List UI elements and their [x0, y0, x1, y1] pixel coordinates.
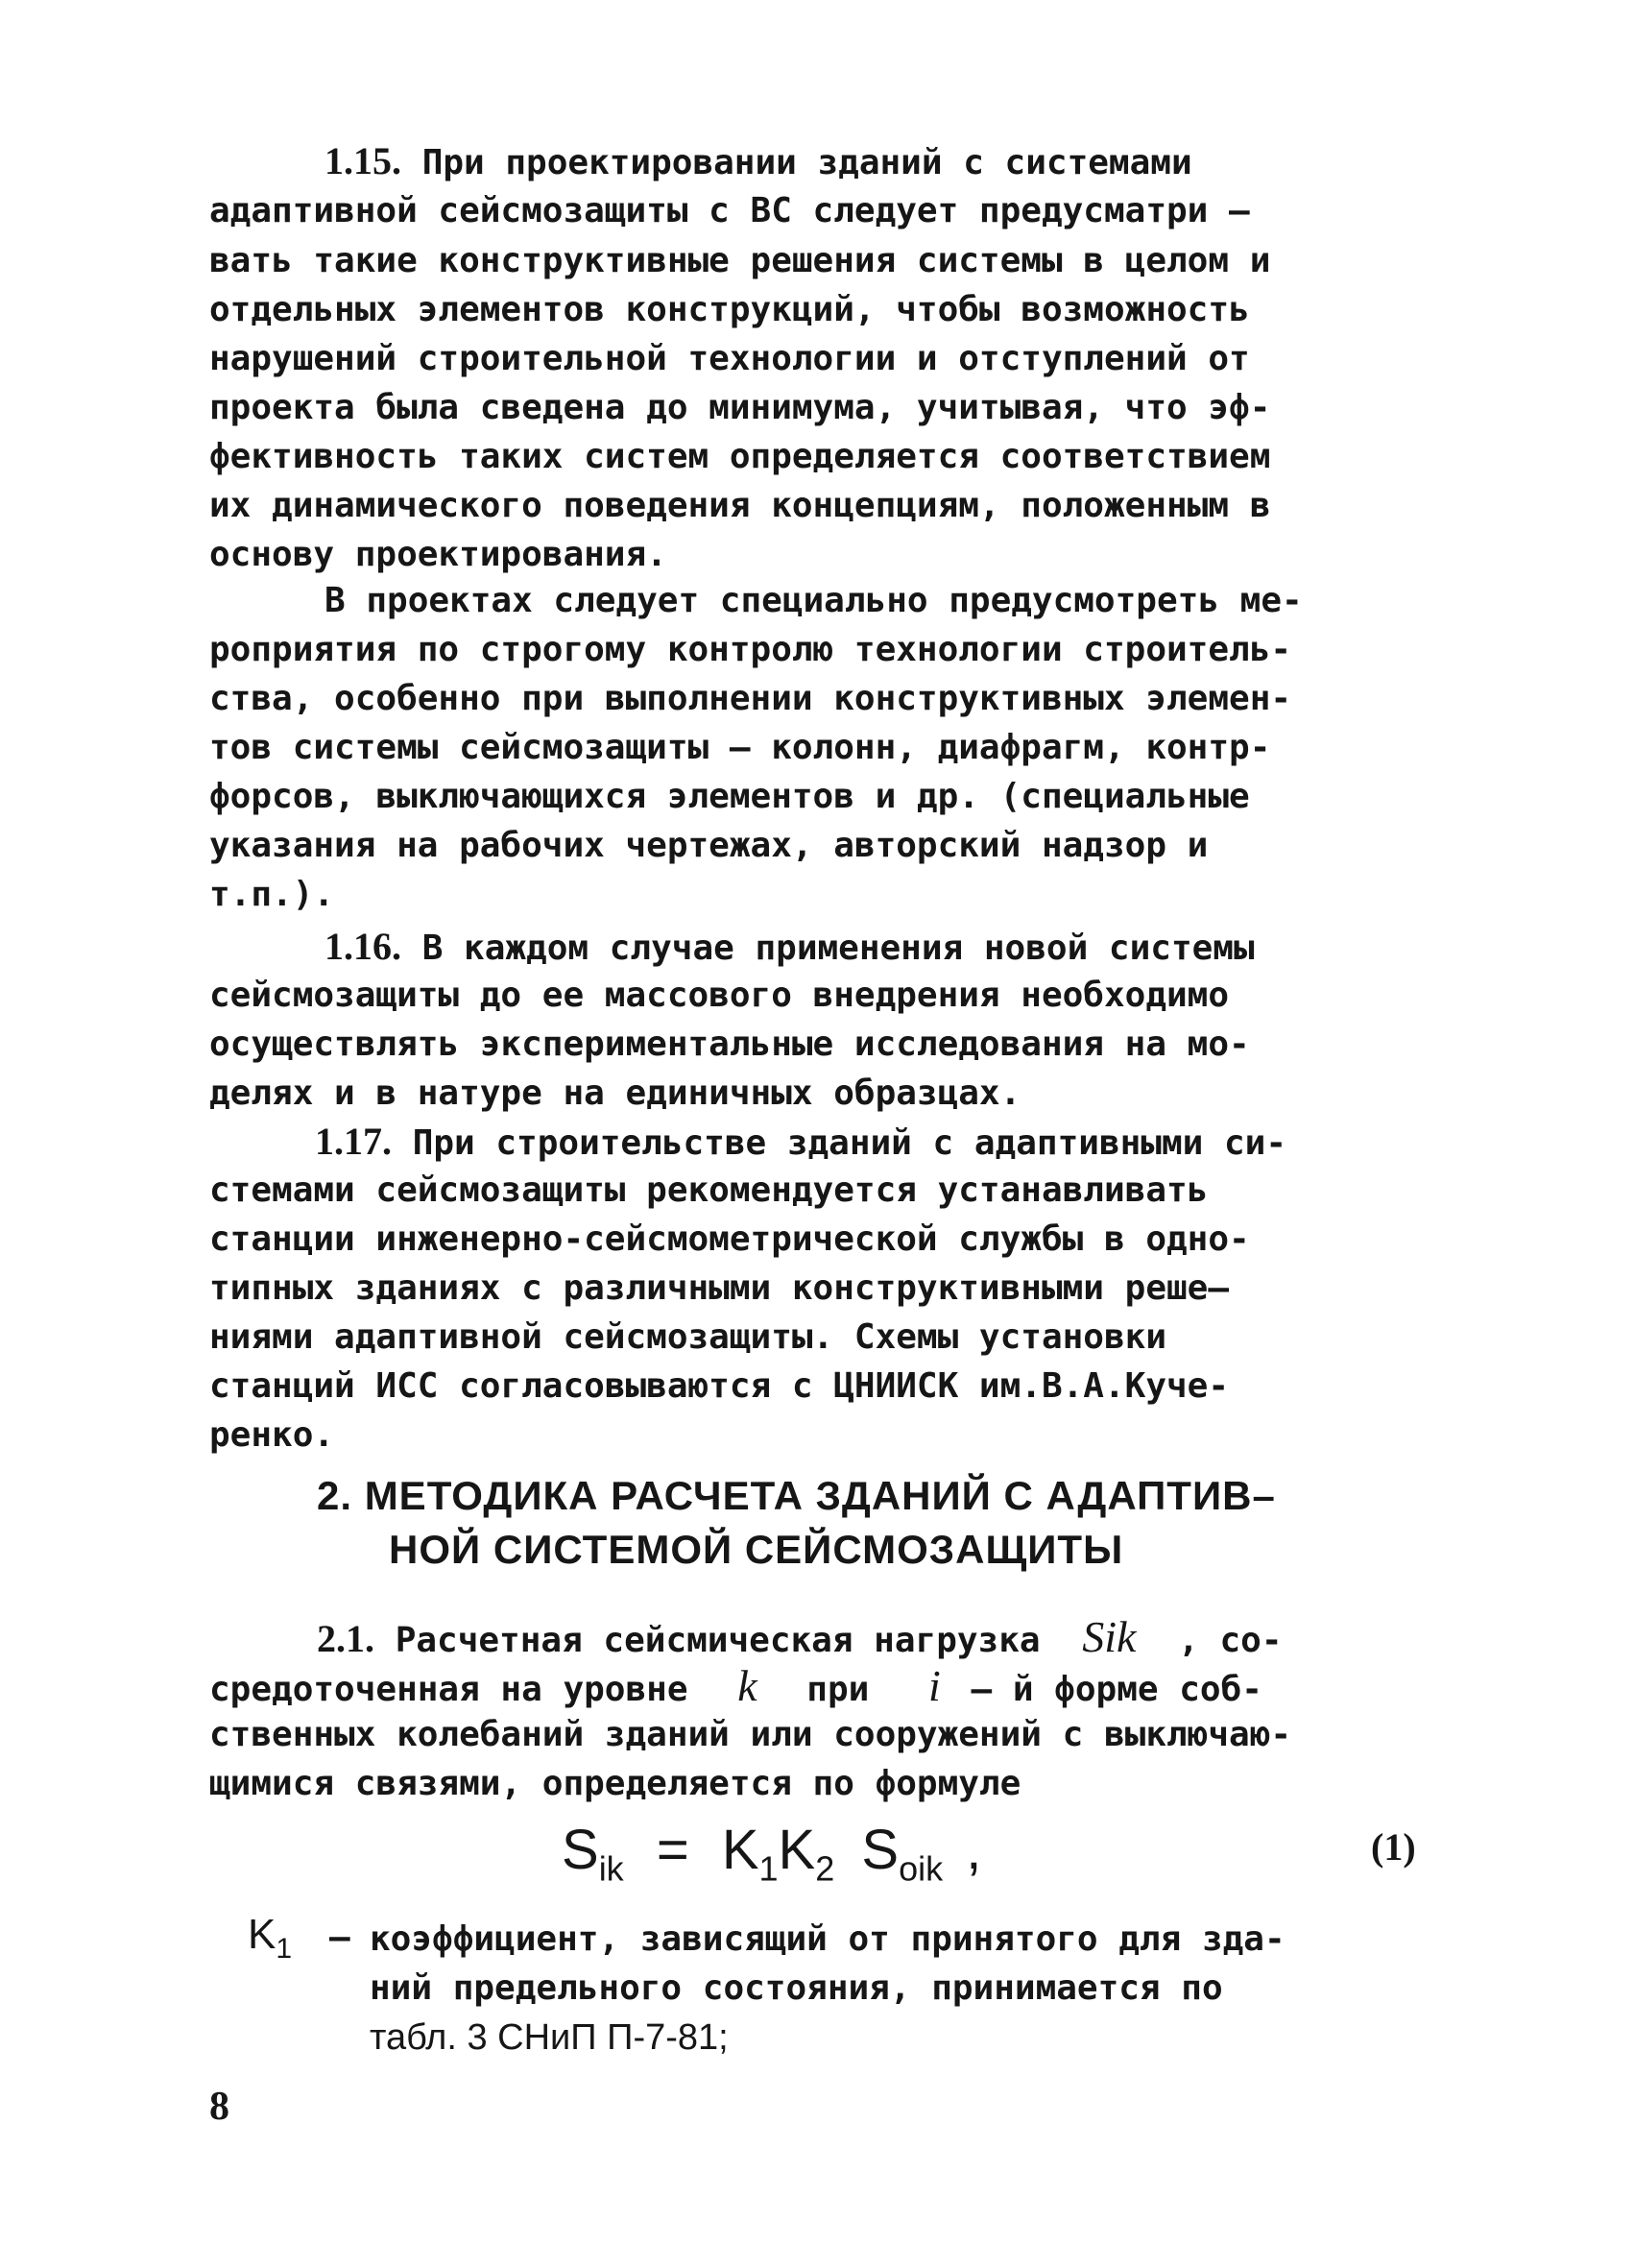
text-line: адаптивной сейсмозащиты с ВС следует предусматри – — [209, 191, 1250, 230]
chapter-heading-line2: НОЙ СИСТЕМОЙ СЕЙСМОЗАЩИТЫ — [389, 1527, 1124, 1572]
text-line: При строительстве зданий с адаптивными си- — [412, 1123, 1286, 1163]
text-line: сейсмозащиты до ее массового внедрения необходимо — [209, 976, 1230, 1015]
formula-k2-subscript: 2 — [815, 1848, 835, 1889]
text-line: стемами сейсмозащиты рекомендуется устанавливать — [209, 1170, 1209, 1210]
text-line: роприятия по строгому контролю технологии строитель- — [209, 630, 1292, 669]
definition-line: табл. 3 СНиП П-7-81; — [370, 2017, 729, 2058]
text-line: В проектах следует специально предусмотреть ме- — [324, 581, 1303, 620]
section-number: 1.17. — [315, 1120, 392, 1163]
text-line: ственных колебаний зданий или сооружений с выключаю- — [209, 1715, 1292, 1754]
formula-s0: S — [861, 1819, 900, 1881]
chapter-heading-line1: 2. МЕТОДИКА РАСЧЕТА ЗДАНИЙ С АДАПТИВ– — [317, 1473, 1276, 1518]
formula-equals: = — [656, 1819, 689, 1881]
text-line: их динамического поведения концепциям, положенным в — [209, 486, 1271, 525]
text-line: При проектировании зданий с системами — [421, 143, 1192, 182]
text-line: указания на рабочих чертежах, авторский надзор и — [209, 826, 1209, 865]
text-fragment: – й форме соб- — [971, 1670, 1262, 1709]
text-line: В каждом случае применения новой системы — [421, 929, 1255, 968]
symbol-k: k — [737, 1661, 757, 1710]
text-line: ренко. — [209, 1415, 335, 1455]
text-fragment: при — [806, 1670, 870, 1709]
text-fragment: Расчетная сейсмическая нагрузка — [395, 1621, 1041, 1660]
section-number: 2.1. — [317, 1617, 374, 1660]
text-line: ства, особенно при выполнении конструктивных элемен- — [209, 679, 1292, 718]
text-line: вать такие конструктивные решения системы в целом и — [209, 241, 1271, 280]
symbol-k1-subscript: 1 — [276, 1932, 293, 1965]
text-line: осуществлять экспериментальные исследования на мо- — [209, 1025, 1250, 1064]
symbol-sik: Sik — [1082, 1612, 1137, 1661]
text-line: фективность таких систем определяется соответствием — [209, 437, 1271, 476]
text-line: т.п.). — [209, 875, 335, 914]
text-line: проекта была сведена до минимума, учитывая, что эф- — [209, 388, 1271, 427]
text-line: станции инженерно-сейсмометрической службы в одно- — [209, 1219, 1250, 1259]
text-line: станций ИСС согласовываются с ЦНИИСК им.В.А.Куче- — [209, 1366, 1230, 1406]
symbol-i: i — [928, 1661, 941, 1710]
formula-k1: K — [721, 1819, 759, 1881]
formula-k1-subscript: 1 — [758, 1848, 779, 1889]
paragraph-1-15-line — [324, 137, 1192, 185]
paragraph-2-1-line — [209, 1662, 1262, 1710]
equation-number: (1) — [1371, 1825, 1416, 1869]
formula-1 — [562, 1817, 981, 1903]
definition-line: коэффициент, зависящий от принятого для зда- — [370, 1919, 1286, 1959]
text-line: щимися связями, определяется по формуле — [209, 1764, 1021, 1803]
text-line: отдельных элементов конструкций, чтобы возможность — [209, 290, 1250, 329]
text-fragment: , со- — [1178, 1621, 1283, 1660]
text-line: тов системы сейсмозащиты – колонн, диафрагм, контр- — [209, 728, 1271, 767]
text-line: нарушений строительной технологии и отступлений от — [209, 339, 1250, 378]
text-line: типных зданиях с различными конструктивными реше– — [209, 1268, 1230, 1308]
definition-dash: – — [329, 1918, 350, 1957]
text-line: основу проектирования. — [209, 535, 667, 574]
page-number: 8 — [209, 2085, 229, 2129]
text-fragment: средоточенная на уровне — [209, 1670, 688, 1709]
text-line: делях и в натуре на единичных образцах. — [209, 1074, 1021, 1113]
text-line: ниями адаптивной сейсмозащиты. Схемы установки — [209, 1317, 1166, 1357]
formula-trailing-comma: , — [966, 1819, 982, 1881]
definition-symbol — [248, 1911, 292, 1966]
formula-k2: K — [778, 1819, 816, 1881]
paragraph-2-1-line — [317, 1613, 1283, 1661]
formula-s0-subscript: oik — [899, 1848, 944, 1889]
paragraph-1-16-line — [324, 923, 1255, 971]
paragraph-1-17-line — [315, 1118, 1286, 1166]
section-number: 1.16. — [324, 925, 401, 968]
formula-lhs-subscript: ik — [598, 1848, 624, 1889]
text-line: форсов, выключающихся элементов и др. (специальные — [209, 777, 1250, 816]
section-number: 1.15. — [324, 139, 401, 182]
symbol-k1: K — [248, 1911, 276, 1958]
definition-line: ний предельного состояния, принимается по — [370, 1968, 1223, 2008]
formula-lhs: S — [562, 1819, 599, 1881]
